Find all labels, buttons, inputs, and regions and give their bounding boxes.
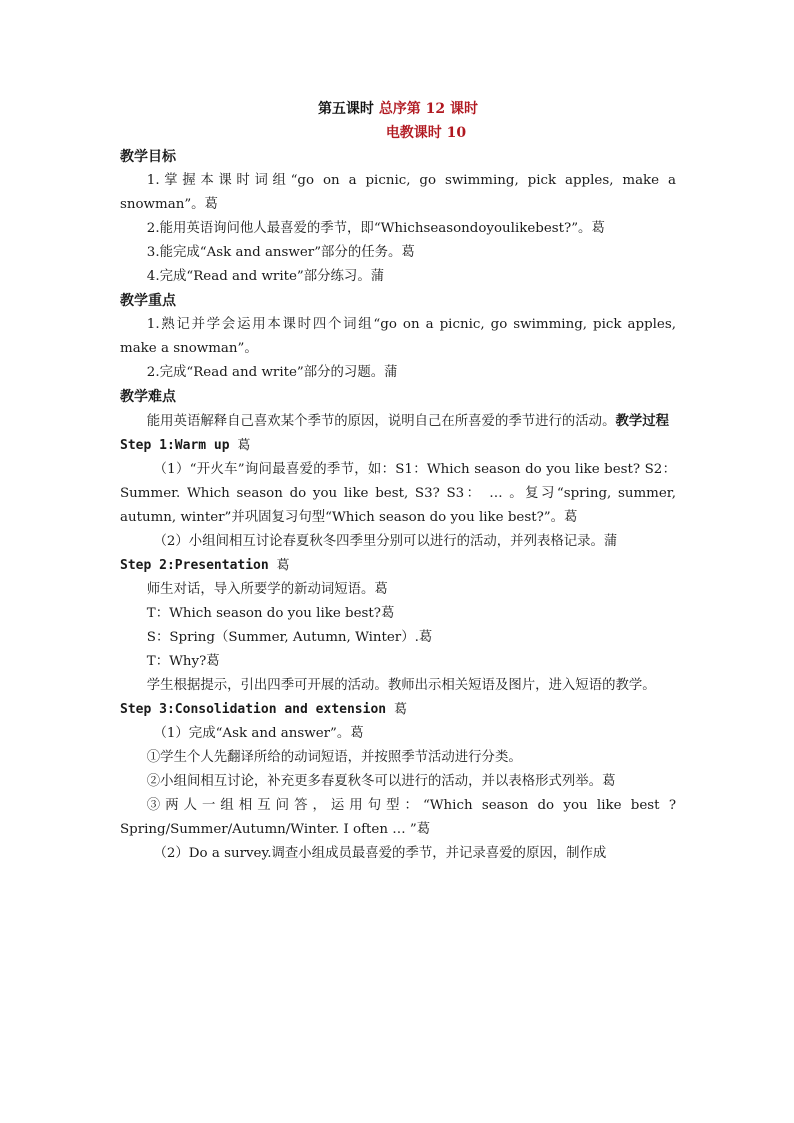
process-heading: 教学过程 <box>615 413 670 429</box>
step2-line: 师生对话，导入所要学的新动词短语。葛 <box>146 582 388 597</box>
step3-line: （1）完成“Ask and answer”。葛 <box>153 726 364 741</box>
step1-item: （2）小组间相互讨论春夏秋冬四季里分别可以进行的活动，并列表格记录。蒲 <box>153 534 618 549</box>
goals-heading: 教学目标 <box>120 149 176 165</box>
title-lesson: 第五课时 <box>317 101 374 117</box>
step1-mark: 葛 <box>237 438 251 453</box>
goal-item: 2.能用英语询问他人最喜爱的季节，即“Whichseasondoyoulikebest?”。葛 <box>146 221 605 236</box>
step3-line: ③两人一组相互问答，运用句型：“Which season do you like best ?Spring/Summer/Autumn/Winter. I often … ”葛 <box>120 798 676 837</box>
goal-item: 1.掌握本课时词组“go on a picnic, go swimming, pick apples, make a snowman”。葛 <box>120 173 676 212</box>
step3-line: ①学生个人先翻译所给的动词短语，并按照季节活动进行分类。 <box>146 750 522 765</box>
step3-line: ②小组间相互讨论，补充更多春夏秋冬可以进行的活动，并以表格形式列举。葛 <box>146 774 616 789</box>
lesson-plan <box>120 97 676 866</box>
page-subtitle: 电教课时 10 <box>385 125 467 141</box>
focus-item: 2.完成“Read and write”部分的习题。蒲 <box>146 365 398 380</box>
step2-line: S：Spring（Summer, Autumn, Winter）.葛 <box>146 630 433 645</box>
step2-line: T：Why?葛 <box>146 654 220 669</box>
difficulty-text <box>120 409 676 434</box>
title-total-lesson: 总序第 12 课时 <box>378 101 479 117</box>
step3-line: （2）Do a survey.调查小组成员最喜爱的季节，并记录喜爱的原因，制作成 <box>153 846 607 861</box>
focus-heading: 教学重点 <box>120 293 176 309</box>
step1-label: Step 1:Warm up <box>120 438 230 453</box>
step2-line: T：Which season do you like best?葛 <box>146 606 395 621</box>
focus-item: 1.熟记并学会运用本课时四个词组“go on a picnic, go swimming, pick apples, make a snowman”。 <box>120 317 676 356</box>
step3-heading <box>120 698 676 722</box>
difficulty-heading: 教学难点 <box>120 389 176 405</box>
step2-line: 学生根据提示，引出四季可开展的活动。教师出示相关短语及图片，进入短语的教学。 <box>146 678 656 693</box>
step1-item: （1）“开火车”询问最喜爱的季节，如：S1：Which season do you like best? S2：Summer. Which season do you like best, S3? S3： … 。复习“spring, summer, autumn, winter”并巩固复习句型“Which season do you like best?”。葛 <box>120 462 676 525</box>
step3-mark: 葛 <box>393 702 407 717</box>
page-title <box>120 97 676 121</box>
difficulty-body: 能用英语解释自己喜欢某个季节的原因，说明自己在所喜爱的季节进行的活动。 <box>146 414 616 429</box>
step3-label: Step 3:Consolidation and extension <box>120 702 387 717</box>
step2-label: Step 2:Presentation <box>120 558 269 573</box>
step1-heading <box>120 434 676 458</box>
goal-item: 4.完成“Read and write”部分练习。蒲 <box>146 269 385 284</box>
step2-mark: 葛 <box>276 558 290 573</box>
step2-heading <box>120 554 676 578</box>
goal-item: 3.能完成“Ask and answer”部分的任务。葛 <box>146 245 415 260</box>
